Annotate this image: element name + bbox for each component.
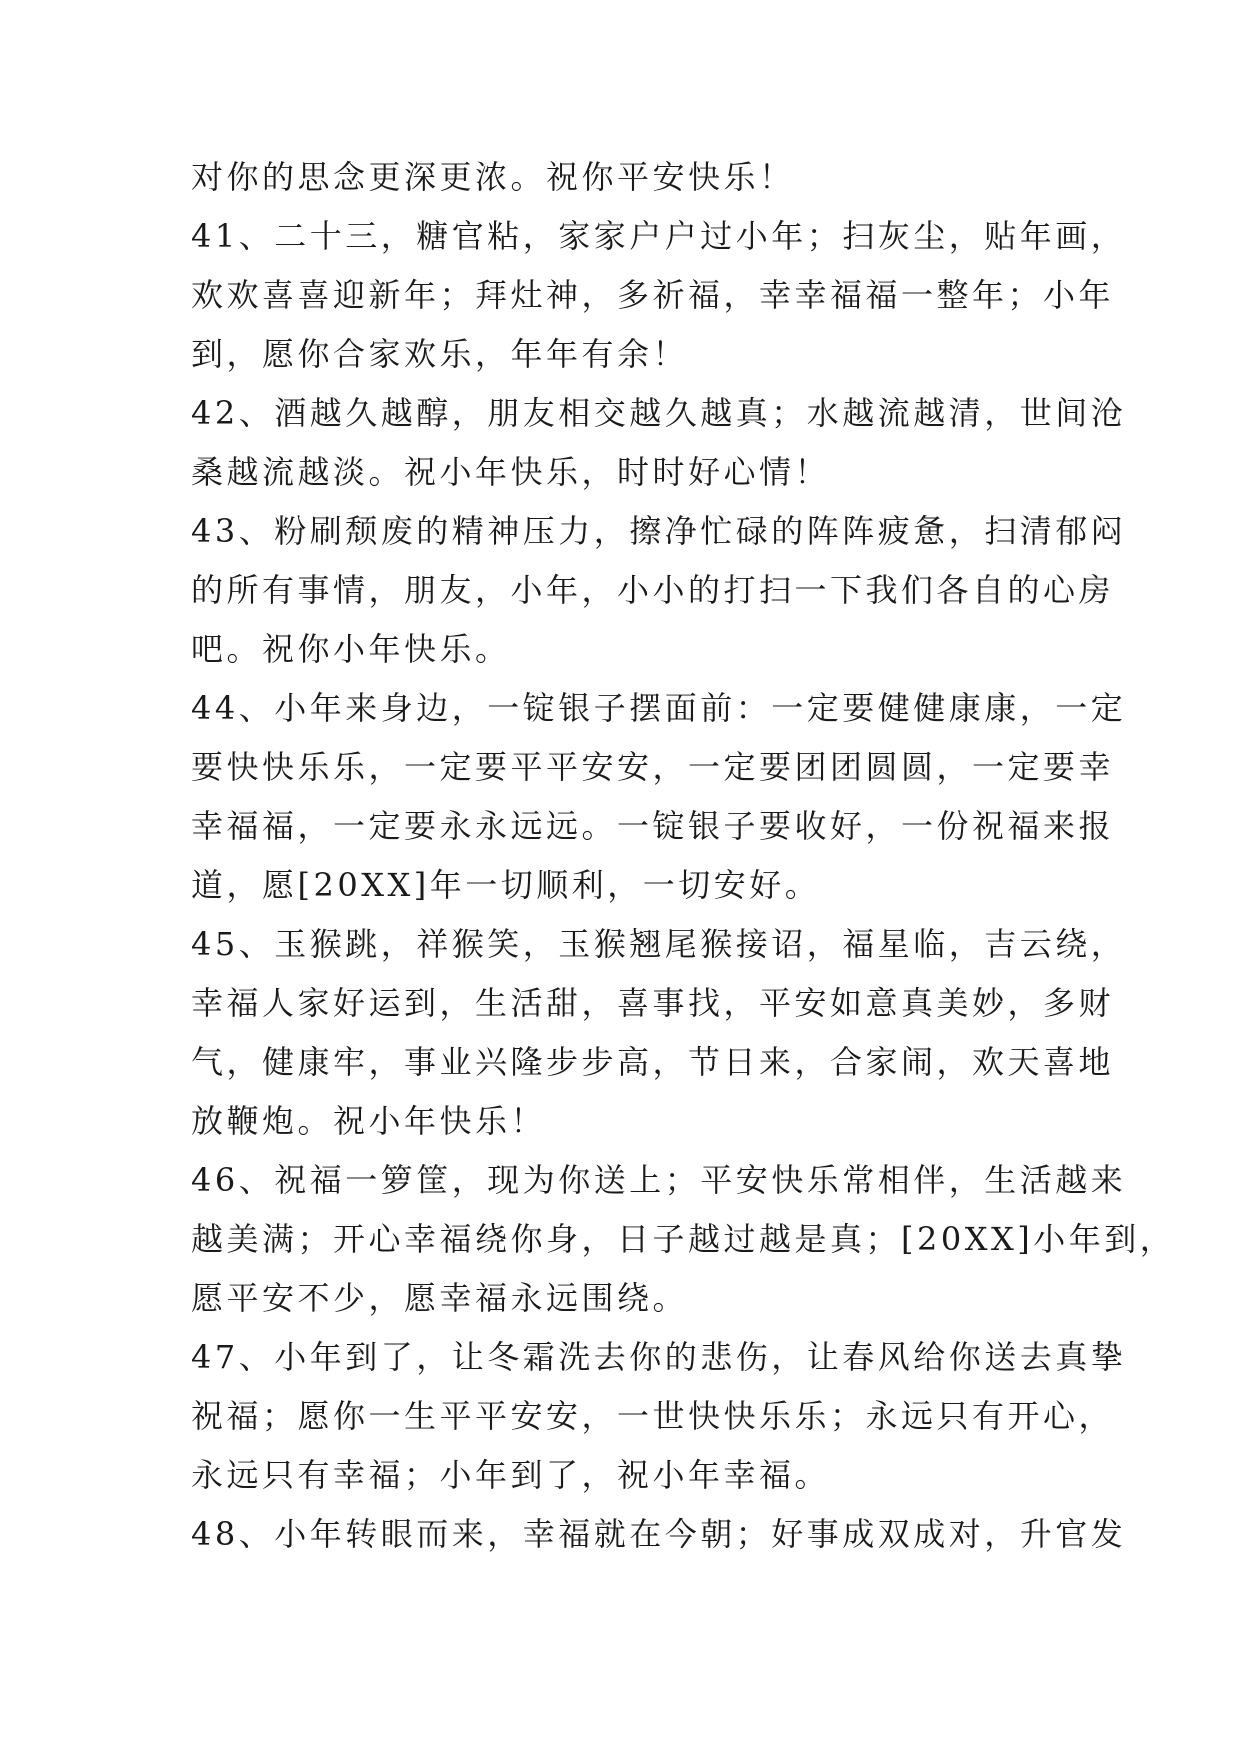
text-line: 道，愿[20XX]年一切顺利，一切安好。 <box>191 866 821 904</box>
text-line: 43、粉刷颓废的精神压力，擦净忙碌的阵阵疲惫，扫清郁闷 <box>191 512 1127 550</box>
text-line: 欢欢喜喜迎新年；拜灶神，多祈福，幸幸福福一整年；小年 <box>191 276 1115 314</box>
text-line: 要快快乐乐，一定要平平安安，一定要团团圆圆，一定要幸 <box>191 748 1115 786</box>
text-line: 幸福人家好运到，生活甜，喜事找，平安如意真美妙，多财 <box>191 984 1115 1022</box>
text-line: 气，健康牢，事业兴隆步步高，节日来，合家闹，欢天喜地 <box>191 1043 1115 1081</box>
text-line: 越美满；开心幸福绕你身，日子越过越是真；[20XX]小年到， <box>191 1220 1176 1258</box>
text-line: 对你的思念更深更浓。祝你平安快乐！ <box>191 158 795 196</box>
text-line: 愿平安不少，愿幸福永远围绕。 <box>191 1279 689 1317</box>
text-line: 幸福福，一定要永永远远。一锭银子要收好，一份祝福来报 <box>191 807 1115 845</box>
text-line: 的所有事情，朋友，小年，小小的打扫一下我们各自的心房 <box>191 571 1115 609</box>
text-line: 桑越流越淡。祝小年快乐，时时好心情！ <box>191 453 831 491</box>
text-line: 41、二十三，糖官粘，家家户户过小年；扫灰尘，贴年画， <box>191 217 1127 255</box>
text-line: 47、小年到了，让冬霜洗去你的悲伤，让春风给你送去真挚 <box>191 1338 1127 1376</box>
text-line: 45、玉猴跳，祥猴笑，玉猴翘尾猴接诏，福星临，吉云绕， <box>191 925 1127 963</box>
text-line: 44、小年来身边，一锭银子摆面前：一定要健健康康，一定 <box>191 689 1127 727</box>
text-line: 42、酒越久越醇，朋友相交越久越真；水越流越清，世间沧 <box>191 394 1127 432</box>
text-line: 48、小年转眼而来，幸福就在今朝；好事成双成对，升官发 <box>191 1515 1127 1553</box>
text-line: 放鞭炮。祝小年快乐！ <box>191 1102 547 1140</box>
document-body <box>191 148 1176 1564</box>
text-line: 46、祝福一箩筐，现为你送上；平安快乐常相伴，生活越来 <box>191 1161 1127 1199</box>
text-line: 到，愿你合家欢乐，年年有余！ <box>191 335 689 373</box>
text-line: 吧。祝你小年快乐。 <box>191 630 511 668</box>
text-line: 祝福；愿你一生平平安安，一世快快乐乐；永远只有开心， <box>191 1397 1115 1435</box>
text-line: 永远只有幸福；小年到了，祝小年幸福。 <box>191 1456 831 1494</box>
